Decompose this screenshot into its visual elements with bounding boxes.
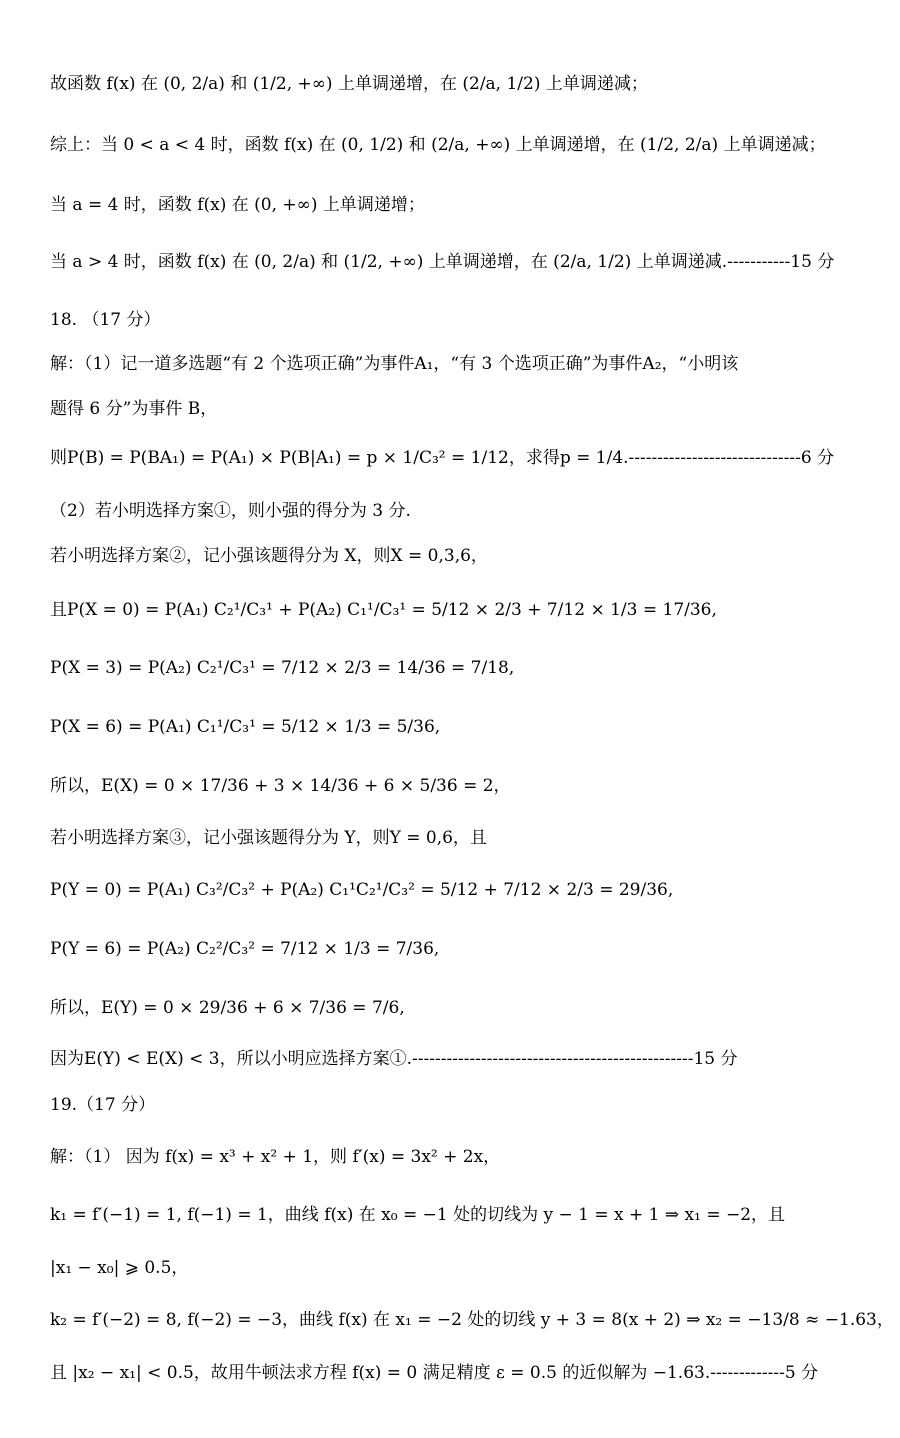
text-line: 若小明选择方案③，记小强该题得分为 Y，则Y = 0,6，且 xyxy=(50,828,487,848)
text-line: 若小明选择方案②，记小强该题得分为 X，则X = 0,3,6， xyxy=(50,546,488,566)
text-line: 题得 6 分”为事件 B， xyxy=(50,399,218,419)
text-line: 所以，E(X) = 0 × 17/36 + 3 × 14/36 + 6 × 5/36 = 2， xyxy=(50,776,511,796)
text-line: 且P(X = 0) = P(A₁) C₂¹/C₃¹ + P(A₂) C₁¹/C₃¹ = 5/12 × 2/3 + 7/12 × 1/3 = 17/36, xyxy=(50,600,717,620)
text-line: 解：（1） 因为 f(x) = x³ + x² + 1，则 f′(x) = 3x² + 2x， xyxy=(50,1147,501,1167)
text-line: P(X = 6) = P(A₁) C₁¹/C₃¹ = 5/12 × 1/3 = 5/36, xyxy=(50,717,441,737)
text-line: 且 |x₂ − x₁| < 0.5，故用牛顿法求方程 f(x) = 0 满足精度 ε = 0.5 的近似解为 −1.63.-------------5 分 xyxy=(50,1363,819,1383)
text-line: 当 a = 4 时，函数 f(x) 在 (0, +∞) 上单调递增； xyxy=(50,195,425,215)
text-line: k₂ = f′(−2) = 8, f(−2) = −3，曲线 f(x) 在 x₁ = −2 处的切线 y + 3 = 8(x + 2) ⇒ x₂ = −13/8 ≈ −1.63， xyxy=(50,1310,894,1330)
text-line: P(Y = 0) = P(A₁) C₃²/C₃² + P(A₂) C₁¹C₂¹/C₃² = 5/12 + 7/12 × 2/3 = 29/36, xyxy=(50,880,674,900)
text-line: 所以，E(Y) = 0 × 29/36 + 6 × 7/36 = 7/6, xyxy=(50,998,405,1018)
section-heading: 19.（17 分） xyxy=(50,1095,156,1115)
section-heading: 18. （17 分） xyxy=(50,310,161,330)
text-line: 当 a > 4 时，函数 f(x) 在 (0, 2/a) 和 (1/2, +∞) 上单调递增，在 (2/a, 1/2) 上单调递减.-----------15 分 xyxy=(50,252,835,272)
text-line: 因为E(Y) < E(X) < 3，所以小明应选择方案①.-------------------------------------------------15 分 xyxy=(50,1049,738,1069)
text-line: |x₁ − x₀| ⩾ 0.5， xyxy=(50,1258,189,1278)
text-line: 综上：当 0 < a < 4 时，函数 f(x) 在 (0, 1/2) 和 (2/a, +∞) 上单调递增，在 (1/2, 2/a) 上单调递减； xyxy=(50,135,826,155)
text-line: 故函数 f(x) 在 (0, 2/a) 和 (1/2, +∞) 上单调递增，在 (2/a, 1/2) 上单调递减； xyxy=(50,74,648,94)
text-line: 则P(B) = P(BA₁) = P(A₁) × P(B|A₁) = p × 1/C₃² = 1/12，求得p = 1/4.------------------------------6 分 xyxy=(50,448,835,468)
text-line: P(X = 3) = P(A₂) C₂¹/C₃¹ = 7/12 × 2/3 = 14/36 = 7/18, xyxy=(50,658,515,678)
text-line: k₁ = f′(−1) = 1, f(−1) = 1，曲线 f(x) 在 x₀ = −1 处的切线为 y − 1 = x + 1 ⇒ x₁ = −2，且 xyxy=(50,1205,786,1225)
text-line: P(Y = 6) = P(A₂) C₂²/C₃² = 7/12 × 1/3 = 7/36, xyxy=(50,939,440,959)
text-line: 解：（1）记一道多选题“有 2 个选项正确”为事件A₁，“有 3 个选项正确”为事件A₂，“小明该 xyxy=(50,354,739,374)
text-line: （2）若小明选择方案①，则小强的得分为 3 分. xyxy=(50,501,411,521)
